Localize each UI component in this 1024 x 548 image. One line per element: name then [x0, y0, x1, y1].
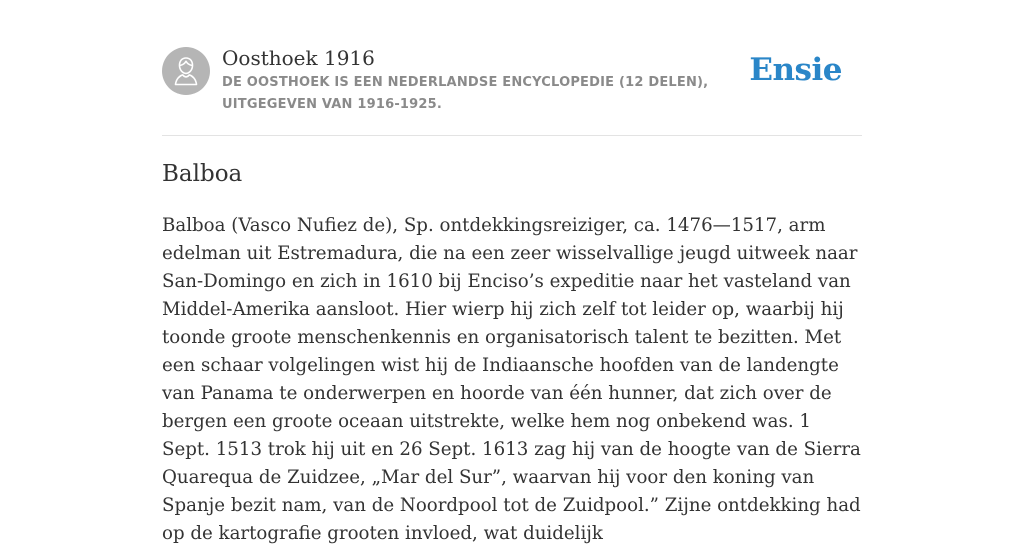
user-silhouette-icon[interactable]: [162, 47, 210, 95]
entry-body: Balboa (Vasco Nufiez de), Sp. ontdekkingsreiziger, ca. 1476—1517, arm edelman uit Estremadura, die na een zeer wisselvallige jeugd uitweek naar San-Domingo en zich in 1610 bij Enciso’s expeditie naar het vasteland van Middel-Amerika aansloot. Hier wierp hij zich zelf tot leider op, waarbij hij toonde groote menschenkennis en organisatorisch talent te bezitten. Met een schaar volgelingen wist hij de Indiaansche hoofden van de landengte van Panama te onderwerpen en hoorde van één hunner, dat zich over de bergen een groote oceaan uitstrekte, welke hem nog onbekend was. 1 Sept. 1513 trok hij uit en 26 Sept. 1613 zag hij van de hoogte van de Sierra Quarequa de Zuidzee, „Mar del Sur”, waarvan hij voor den koning van Spanje bezit nam, van de Noordpool tot de Zuidpool.” Zijne ontdekking had op de kartografie grooten invloed, wat duidelijk: [162, 215, 861, 544]
entry-title: Balboa: [162, 161, 243, 187]
source-header: [162, 46, 862, 116]
source-title[interactable]: Oosthoek 1916: [222, 46, 375, 70]
source-description: DE OOSTHOEK IS EEN NEDERLANDSE ENCYCLOPEDIE (12 DELEN), UITGEGEVEN VAN 1916-1925.: [222, 75, 709, 112]
header-divider: [162, 135, 862, 136]
brand-logo-link[interactable]: Ensie: [749, 52, 842, 88]
